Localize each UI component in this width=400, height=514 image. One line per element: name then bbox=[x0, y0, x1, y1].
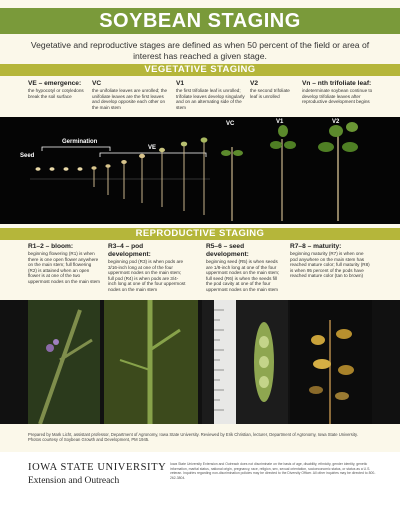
stage-text: the second trifoliate leaf is unrolled bbox=[250, 88, 290, 99]
logo-extension: Extension and Outreach bbox=[28, 476, 120, 486]
seedling-illustration bbox=[0, 117, 400, 224]
reproductive-header: REPRODUCTIVE STAGING bbox=[135, 228, 265, 239]
page-title: SOYBEAN STAGING bbox=[99, 10, 301, 32]
stage-name: R3–4 – pod development: bbox=[108, 243, 151, 258]
reproductive-header-bar bbox=[0, 228, 400, 240]
footer bbox=[0, 452, 400, 514]
stage-r7-8 bbox=[290, 243, 372, 279]
stage-text: the unifoliate leaves are unrolled; the unifoliate leaves are the first leaves and develop opposite each other on the main stem bbox=[92, 88, 168, 110]
stage-text: indeterminate soybean continue to develop trifoliate leaves after reproductive development begins bbox=[302, 88, 373, 105]
stage-vn bbox=[302, 80, 384, 105]
stage-v2 bbox=[250, 80, 296, 99]
stage-vc bbox=[92, 80, 170, 110]
stage-text: beginning seed (R5) is when seeds are 1/8-inch long at one of the four uppermost nodes on the main stem; full seed (R6) is when the seeds fill the pod cavity at one of the four uppermost nodes on the main stem bbox=[206, 259, 280, 292]
stage-name: VE – emergence: bbox=[28, 80, 82, 87]
stage-v1 bbox=[176, 80, 246, 110]
stage-name: Vn – nth trifoliate leaf: bbox=[302, 80, 372, 87]
stage-name: V2 bbox=[250, 80, 259, 87]
stage-r5-6 bbox=[206, 243, 282, 293]
label-ve: VE bbox=[148, 145, 157, 151]
stage-ve bbox=[28, 80, 90, 99]
stage-name: V1 bbox=[176, 80, 185, 87]
stage-text: the first trifoliate leaf is unrolled; trifoliate leaves develop singularly and on an alternating side of the stem bbox=[176, 88, 245, 110]
stage-name: R7–8 – maturity: bbox=[290, 243, 342, 250]
label-germination: Germination bbox=[62, 139, 98, 145]
logo-university: IOWA STATE UNIVERSITY bbox=[28, 462, 167, 473]
stage-name: R1–2 – bloom: bbox=[28, 243, 74, 250]
title-bar bbox=[0, 8, 400, 34]
label-v1: V1 bbox=[276, 119, 284, 125]
stage-text: the hypocotyl or cotyledons break the soil surface bbox=[28, 88, 84, 99]
reproductive-photos bbox=[0, 300, 400, 424]
stage-name: VC bbox=[92, 80, 102, 87]
stage-r1-2 bbox=[28, 243, 100, 285]
stage-text: beginning flowering (R1) is when there is one open flower anywhere on the main stem; full flowering (R2) is attained when an open flower is at one of the two uppermost nodes on the main stem bbox=[28, 251, 101, 284]
vegetative-header-bar bbox=[0, 64, 400, 76]
label-vc: VC bbox=[226, 121, 235, 127]
label-seed: Seed bbox=[20, 153, 35, 159]
vegetative-header: VEGETATIVE STAGING bbox=[144, 64, 256, 75]
stage-text: beginning maturity (R7) is when one pod anywhere on the main stem has reached mature color; full maturity (R8) is when 95 percent of the pods have reached mature color (tan to brown) bbox=[290, 251, 370, 279]
reproductive-illustration bbox=[0, 300, 400, 424]
stage-r3-4 bbox=[108, 243, 186, 293]
credit-text: Prepared by Mark Licht, assistant professor, Department of Agronomy, Iowa State University. Reviewed by Erik Christian, lecturer, Department of Agronomy, Iowa State University. Photos courtesy of Soybean Growth and Development, PM 1945. bbox=[28, 432, 358, 443]
fine-print: Iowa State University Extension and Outreach does not discriminate on the basis of age, disability, ethnicity, gender identity, genetic information, marital status, national origin, pregnancy, race, religion, sex, sexual orientation, socioeconomic status, or status as a U.S. veteran. Inquiries regarding non-discrimination policies may be directed to the Diversity Officer. All other inquiries may be directed to 800-262-3804. bbox=[170, 462, 376, 480]
stage-name: R5–6 – seed development: bbox=[206, 243, 249, 258]
stage-text: beginning pod (R3) is when pods are 3/16-inch long at one of the four uppermost nodes on the main stem; full pod (R4) is when pods are 3/4-inch long at one of the four uppermost nodes on the main stem bbox=[108, 259, 186, 292]
label-v2: V2 bbox=[332, 119, 340, 125]
vegetative-growth-photo bbox=[0, 117, 400, 224]
subtitle: Vegetative and reproductive stages are defined as when 50 percent of the field or area of interest has reached a given stage. bbox=[30, 40, 370, 61]
